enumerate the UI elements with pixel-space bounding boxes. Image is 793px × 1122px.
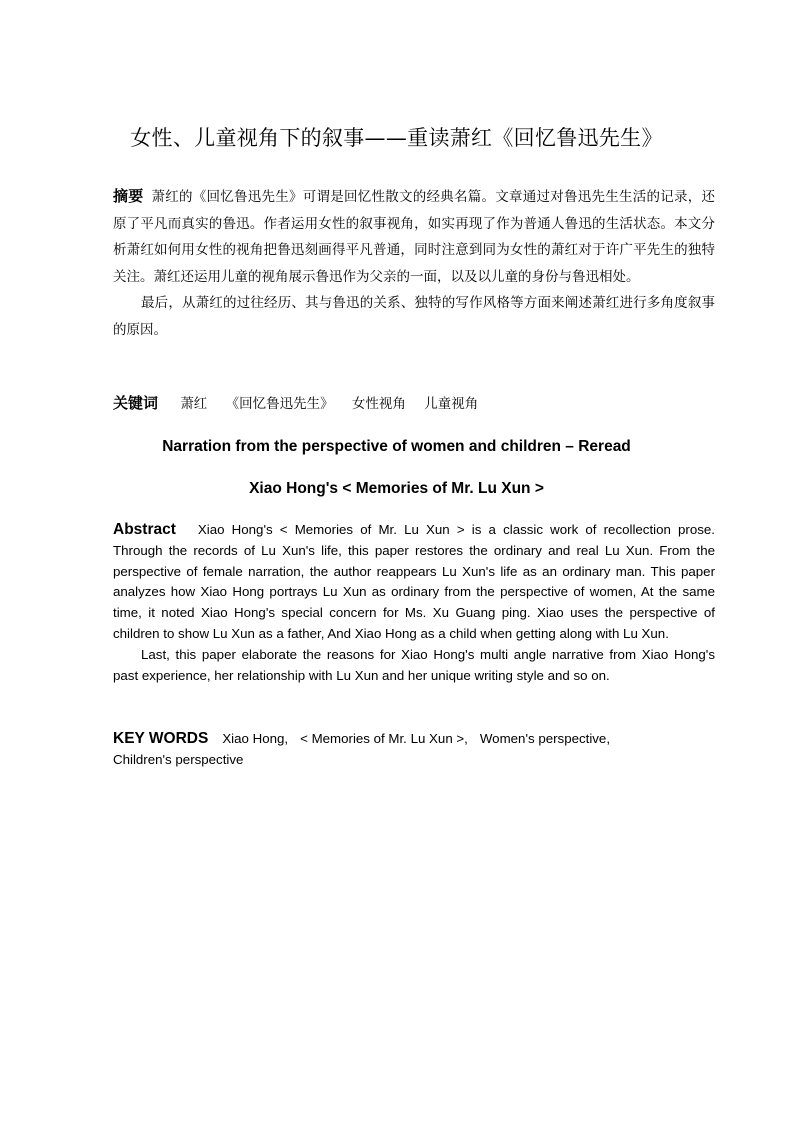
english-title-line-2: Xiao Hong's < Memories of Mr. Lu Xun > [249,480,544,497]
english-abstract-paragraph-2: Last, this paper elaborate the reasons for Xiao Hong's multi angle narrative from Xiao Hong's past experience, her relationship with Lu Xun and her unique writing style and so on. [113,646,715,683]
english-abstract [113,520,715,686]
chinese-abstract-paragraph-2: 最后，从萧红的过往经历、其与鲁迅的关系、独特的写作风格等方面来阐述萧红进行多角度叙事的原因。 [113,295,715,338]
chinese-title: 女性、儿童视角下的叙事——重读萧红《回忆鲁迅先生》 [130,126,663,150]
english-keyword: Children's perspective [113,751,244,767]
english-title-line-1: Narration from the perspective of women and children – Reread [162,438,631,455]
chinese-abstract [113,183,715,344]
chinese-keyword: 女性视角 [351,396,406,412]
english-keywords [113,729,715,771]
chinese-abstract-text-1: 萧红的《回忆鲁迅先生》可谓是回忆性散文的经典名篇。文章通过对鲁迅先生生活的记录，还原了平凡而真实的鲁迅。作者运用女性的叙事视角，如实再现了作为普通人鲁迅的生活状态。本文分析萧红如何用女性的视角把鲁迅刻画得平凡普通，同时注意到同为女性的萧红对于许广平先生的独特关注。萧红还运用儿童的视角展示鲁迅作为父亲的一面，以及以儿童的身份与鲁迅相处。 [113,189,715,285]
chinese-keyword: 《回忆鲁迅先生》 [225,396,334,412]
chinese-keywords [113,390,478,417]
english-keyword: < Memories of Mr. Lu Xun >, [300,731,468,746]
english-abstract-label: Abstract [113,521,176,538]
chinese-keyword: 萧红 [180,396,208,412]
chinese-abstract-paragraph-1 [113,183,715,290]
english-keyword: Xiao Hong, [222,731,289,746]
chinese-keywords-label: 关键词 [113,394,159,412]
chinese-abstract-label: 摘要 [113,187,144,205]
chinese-keyword: 儿童视角 [424,396,479,412]
english-abstract-paragraph-1 [113,520,715,645]
english-keywords-label: KEY WORDS [113,730,209,747]
english-abstract-text-1: Xiao Hong's < Memories of Mr. Lu Xun > is a classic work of recollection prose. Through the records of Lu Xun's life, this paper restores the ordinary and real Lu Xun. From the perspective of female narration, the author reappears Lu Xun's life as an ordinary man. This paper analyzes how Xiao Hong portrays Lu Xun as ordinary from the perspective of women, At the same time, it noted Xiao Hong's special concern for Ms. Xu Guang ping. Xiao uses the perspective of children to show Lu Xun as a father, And Xiao Hong as a child when getting along with Lu Xun. [113,522,715,641]
english-keyword: Women's perspective, [479,731,611,746]
